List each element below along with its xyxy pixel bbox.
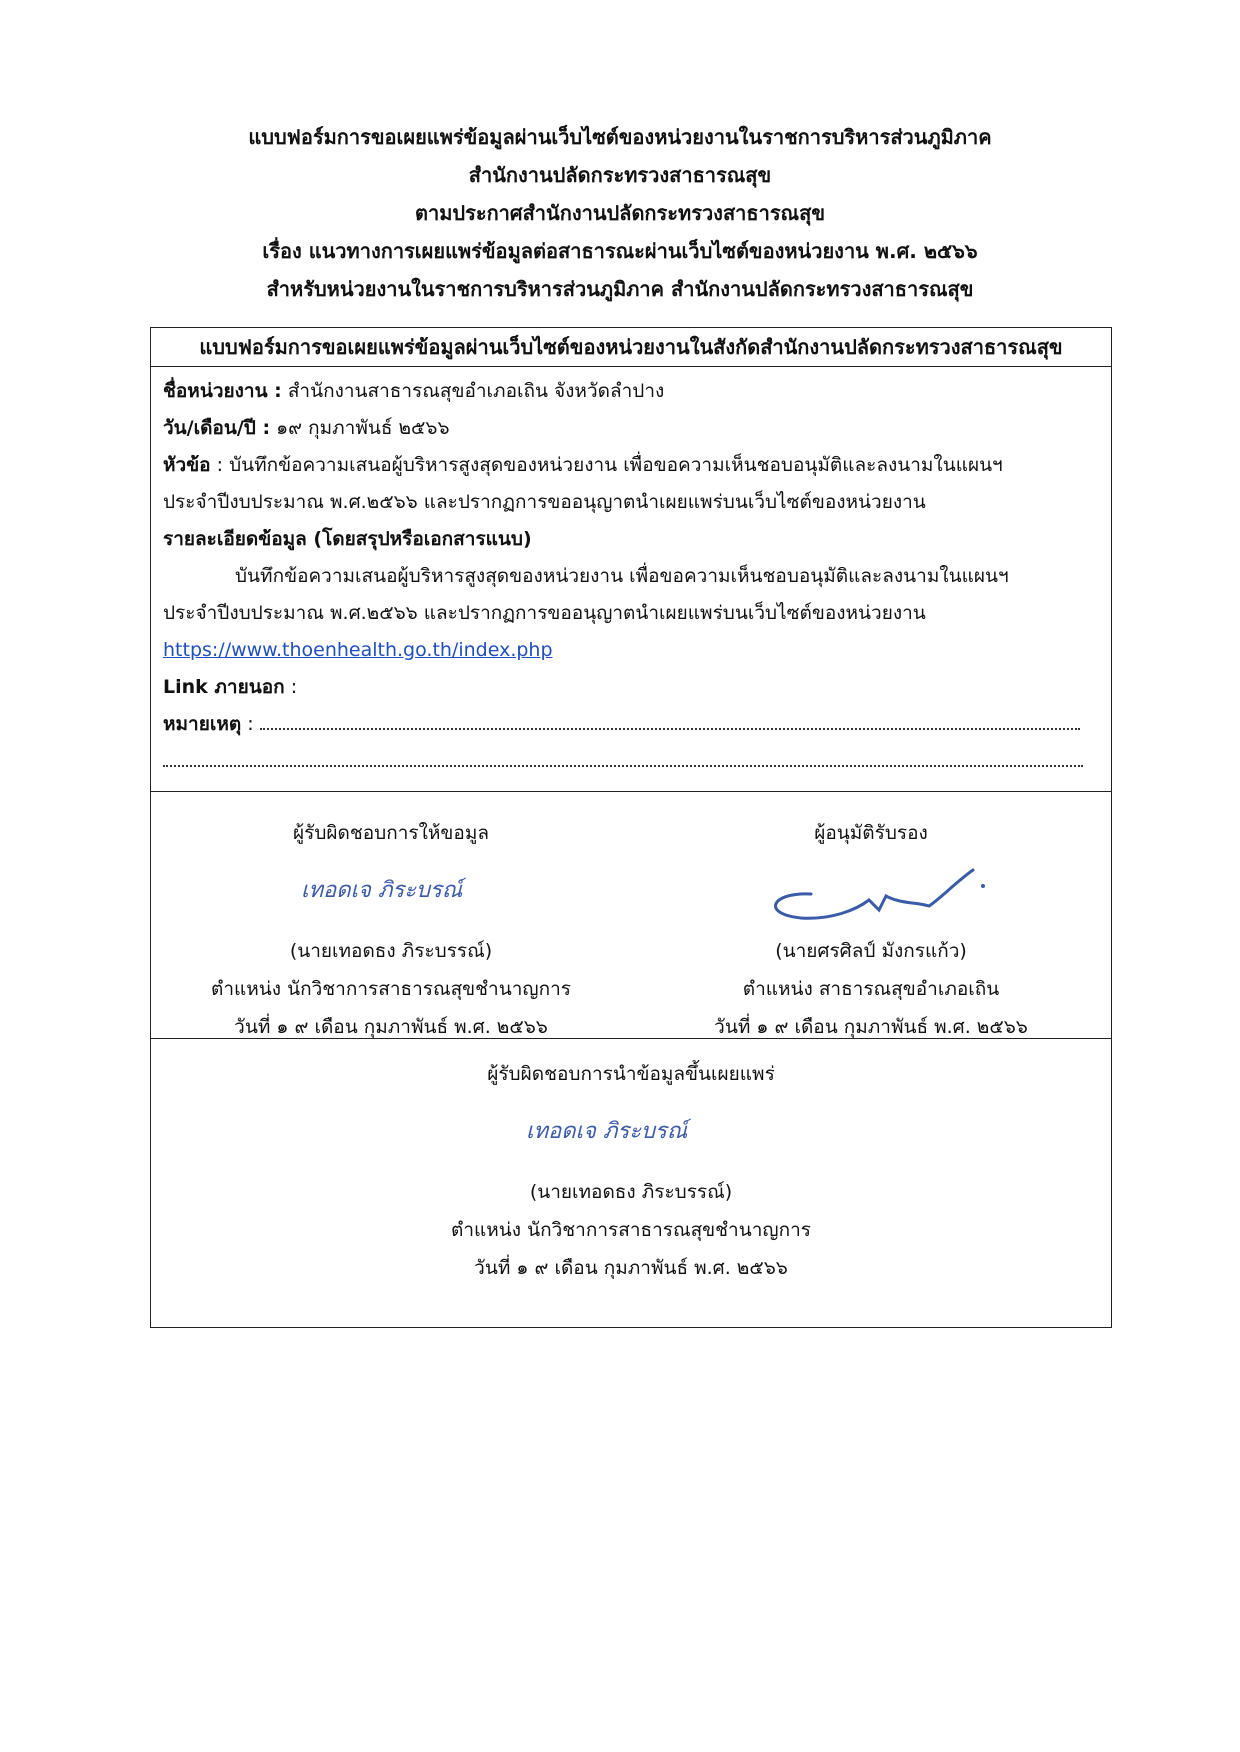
date-row — [163, 410, 1095, 447]
topic-row — [163, 447, 1095, 484]
topic-label: หัวข้อ — [163, 454, 211, 476]
remark-dotted-line-2 — [163, 753, 1083, 767]
publisher-signature-block — [151, 1039, 1111, 1319]
remark-dotted-line — [260, 716, 1080, 730]
external-link-label: Link ภายนอก — [163, 676, 285, 698]
publisher-signature — [151, 1093, 1111, 1173]
external-link-colon: : — [290, 676, 298, 698]
header-line-1: แบบฟอร์มการขอเผยแพร่ข้อมูลผ่านเว็บไซต์ของหน่วยงานในราชการบริหารส่วนภูมิภาค — [248, 125, 992, 149]
publisher-role: ผู้รับผิดชอบการนำข้อมูลขึ้นเผยแพร่ — [487, 1063, 775, 1085]
approval-signatures — [151, 791, 1111, 1039]
provider-role: ผู้รับผิดชอบการให้ขอมูล — [293, 822, 489, 844]
header-line-4: เรื่อง แนวทางการเผยแพร่ข้อมูลต่อสาธารณะผ่านเว็บไซต์ของหน่วยงาน พ.ศ. ๒๕๖๖ — [262, 239, 978, 263]
remark-row-2 — [163, 743, 1095, 780]
publisher-position: ตำแหน่ง นักวิชาการสาธารณสุขชำนาญการ — [451, 1219, 811, 1241]
approver-signature — [631, 852, 1111, 932]
detail-label: รายละเอียดข้อมูล (โดยสรุปหรือเอกสารแนบ) — [163, 528, 532, 550]
provider-signature — [151, 852, 631, 932]
provider-signature-text: เทอดเจ ภิระบรณ์ — [301, 878, 463, 903]
website-link[interactable]: https://www.thoenhealth.go.th/index.php — [163, 639, 553, 661]
approver-role: ผู้อนุมัติรับรอง — [814, 822, 928, 844]
document-header — [0, 118, 1240, 308]
header-line-5: สำหรับหน่วยงานในราชการบริหารส่วนภูมิภาค สำนักงานปลัดกระทรวงสาธารณสุข — [266, 277, 974, 301]
detail-label-row — [163, 521, 1095, 558]
topic-row-continued: ประจำปีงบประมาณ พ.ศ.๒๕๖๖ และปรากฏการขออนุญาตนำเผยแพร่บนเว็บไซต์ของหน่วยงาน — [163, 491, 926, 513]
approver-signature-block — [631, 792, 1111, 1046]
approver-date: วันที่ ๑ ๙ เดือน กุมภาพันธ์ พ.ศ. ๒๕๖๖ — [714, 1016, 1028, 1038]
url-row — [163, 632, 1095, 669]
approver-position: ตำแหน่ง สาธารณสุขอำเภอเถิน — [742, 978, 1000, 1000]
provider-position: ตำแหน่ง นักวิชาการสาธารณสุขชำนาญการ — [211, 978, 571, 1000]
publisher-name: (นายเทอดธง ภิระบรรณ์) — [529, 1181, 733, 1203]
remark-row — [163, 706, 1095, 743]
remark-label: หมายเหตุ — [163, 713, 242, 735]
external-link-row — [163, 669, 1095, 706]
date-value: ๑๙ กุมภาพันธ์ ๒๕๖๖ — [276, 417, 450, 439]
topic-value: : บันทึกข้อความเสนอผู้บริหารสูงสุดของหน่วยงาน เพื่อขอความเห็นชอบอนุมัติและลงนามในแผนฯ — [216, 454, 1003, 476]
unit-label: ชื่อหน่วยงาน : — [163, 380, 282, 402]
unit-value: สำนักงานสาธารณสุขอำเภอเถิน จังหวัดลำปาง — [287, 380, 665, 402]
provider-name: (นายเทอดธง ภิระบรรณ์) — [289, 940, 493, 962]
detail-text-1: บันทึกข้อความเสนอผู้บริหารสูงสุดของหน่วยงาน เพื่อขอความเห็นชอบอนุมัติและลงนามในแผนฯ — [235, 565, 1009, 587]
provider-date: วันที่ ๑ ๙ เดือน กุมภาพันธ์ พ.ศ. ๒๕๖๖ — [234, 1016, 548, 1038]
date-label: วัน/เดือน/ปี : — [163, 417, 271, 439]
remark-colon: : — [247, 713, 254, 735]
header-line-3: ตามประกาศสำนักงานปลัดกระทรวงสาธารณสุข — [414, 201, 825, 225]
approver-signature-scribble — [751, 852, 991, 932]
provider-signature-block — [151, 792, 631, 1046]
approver-name: (นายศรศิลป์ มังกรแก้ว) — [775, 940, 967, 962]
form-info — [151, 367, 1111, 791]
form-title: แบบฟอร์มการขอเผยแพร่ข้อมูลผ่านเว็บไซต์ของหน่วยงานในสังกัดสำนักงานปลัดกระทรวงสาธารณสุข — [151, 328, 1111, 367]
detail-text-2: ประจำปีงบประมาณ พ.ศ.๒๕๖๖ และปรากฏการขออนุญาตนำเผยแพร่บนเว็บไซต์ของหน่วยงาน — [163, 602, 926, 624]
unit-row — [163, 373, 1095, 410]
publisher-date: วันที่ ๑ ๙ เดือน กุมภาพันธ์ พ.ศ. ๒๕๖๖ — [474, 1257, 788, 1279]
publisher-signature-text: เทอดเจ ภิระบรณ์ — [526, 1119, 688, 1144]
header-line-2: สำนักงานปลัดกระทรวงสาธารณสุข — [468, 163, 772, 187]
request-form — [150, 327, 1112, 1328]
